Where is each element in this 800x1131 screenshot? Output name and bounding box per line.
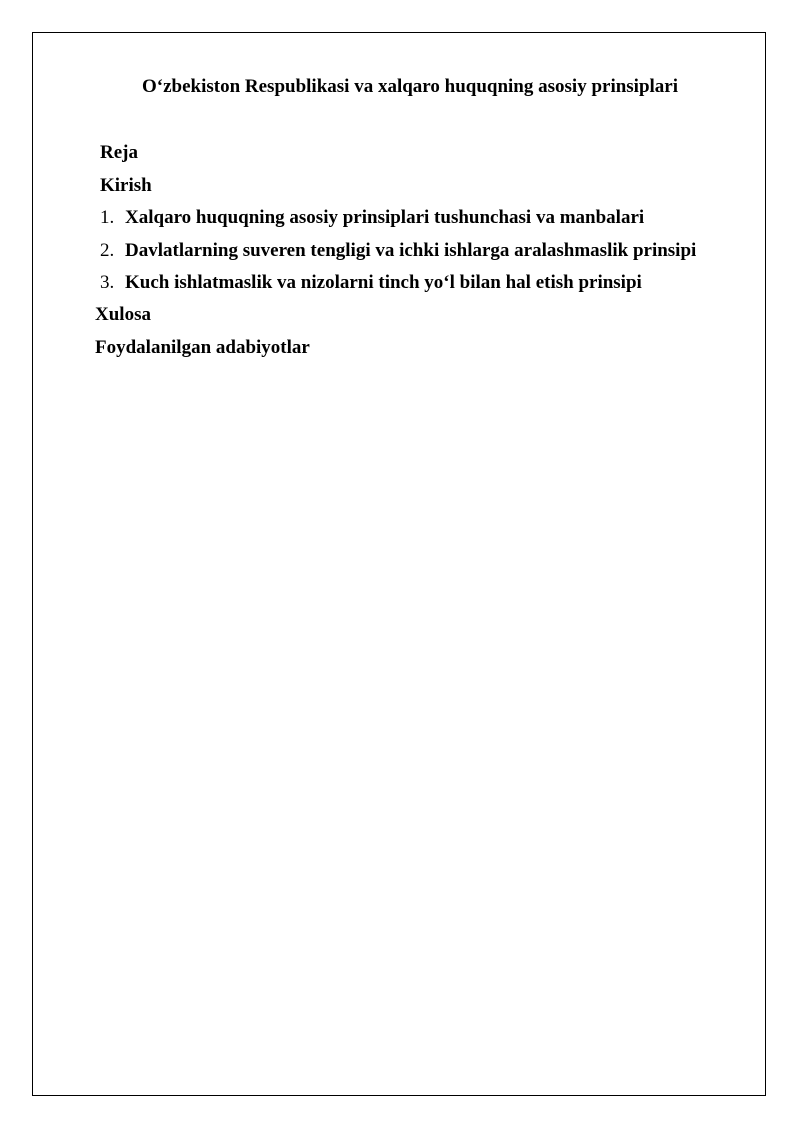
toc-item-text: Davlatlarning suveren tengligi va ichki ishlarga aralashmaslik prinsipi bbox=[125, 240, 697, 261]
document-title: O‘zbekiston Respublikasi va xalqaro huquqning asosiy prinsiplari bbox=[141, 76, 679, 97]
toc-intro: Kirish bbox=[100, 175, 152, 196]
toc-item-text: Kuch ishlatmaslik va nizolarni tinch yo‘l bilan hal etish prinsipi bbox=[125, 272, 642, 293]
toc-item-number: 1. bbox=[100, 207, 115, 228]
toc-conclusion: Xulosa bbox=[95, 304, 151, 325]
plan-heading: Reja bbox=[100, 142, 138, 163]
toc-references: Foydalanilgan adabiyotlar bbox=[95, 337, 310, 358]
toc-item-text: Xalqaro huquqning asosiy prinsiplari tushunchasi va manbalari bbox=[125, 207, 645, 228]
toc-item-number: 3. bbox=[100, 272, 115, 293]
toc-item bbox=[100, 270, 642, 296]
toc-item bbox=[100, 205, 644, 231]
toc-item bbox=[100, 238, 696, 264]
toc-item-number: 2. bbox=[100, 240, 115, 261]
